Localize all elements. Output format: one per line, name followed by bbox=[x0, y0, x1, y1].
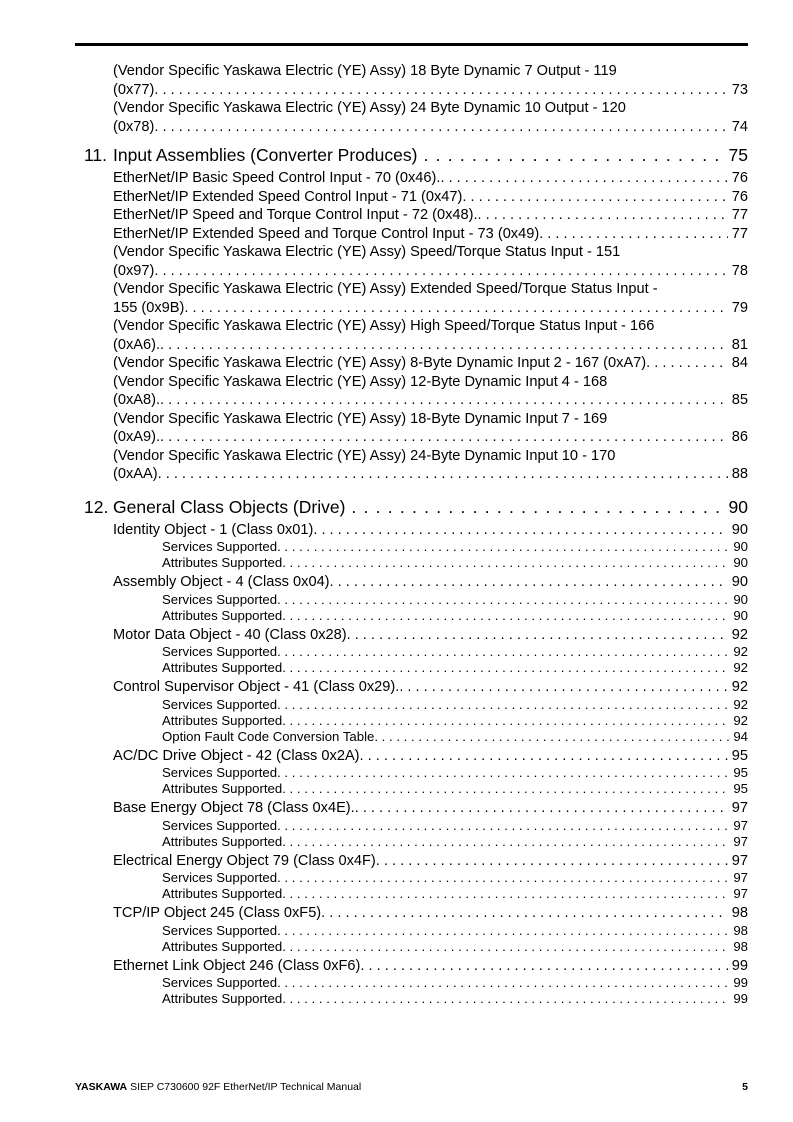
toc-entry-label: EtherNet/IP Extended Speed Control Input - 71 (0x47) bbox=[113, 188, 463, 205]
toc-entry-label: Services Supported bbox=[162, 922, 278, 938]
toc-entry-label: (Vendor Specific Yaskawa Electric (YE) Assy) 12-Byte Dynamic Input 4 - 168 bbox=[113, 373, 608, 390]
toc-subsection[interactable] bbox=[162, 608, 748, 624]
toc-subsection[interactable] bbox=[162, 975, 748, 991]
toc-subsection[interactable] bbox=[162, 834, 748, 850]
toc-entry-page: 77 bbox=[731, 207, 748, 223]
toc-entry-page: 92 bbox=[733, 696, 748, 712]
toc-entry-label: Base Energy Object 78 (Class 0x4E). bbox=[113, 800, 355, 816]
toc-entry-page: 90 bbox=[733, 555, 748, 570]
dot-leader bbox=[160, 336, 728, 355]
toc-entry-label: EtherNet/IP Basic Speed Control Input - 70 (0x46). bbox=[113, 170, 441, 186]
toc-entry[interactable] bbox=[113, 373, 748, 410]
chapter-title: Input Assemblies (Converter Produces) bbox=[113, 145, 418, 165]
dot-leader bbox=[154, 81, 727, 100]
toc-entry-page: 95 bbox=[731, 747, 748, 764]
dot-leader bbox=[345, 497, 724, 518]
toc-entry[interactable] bbox=[113, 447, 748, 484]
toc-entry-page: 76 bbox=[731, 188, 748, 205]
toc-section[interactable] bbox=[113, 799, 748, 818]
dot-leader bbox=[277, 644, 729, 660]
toc-entry-label: Attributes Supported bbox=[162, 886, 283, 901]
toc-section[interactable] bbox=[113, 678, 748, 697]
toc-entry-label: (0xA9). bbox=[113, 429, 161, 445]
toc-subsection[interactable] bbox=[162, 991, 748, 1007]
toc-subsection[interactable] bbox=[162, 939, 748, 955]
chapter-page: 90 bbox=[728, 496, 748, 517]
toc-entry-label: (Vendor Specific Yaskawa Electric (YE) Assy) 18-Byte Dynamic Input 7 - 169 bbox=[113, 410, 608, 427]
toc-entry-output-120[interactable] bbox=[113, 99, 748, 136]
toc-entry-page: 81 bbox=[731, 336, 748, 353]
toc-entry-page: 78 bbox=[731, 262, 748, 279]
dot-leader bbox=[282, 660, 729, 676]
toc-entry-label: EtherNet/IP Speed and Torque Control Input - 72 (0x48). bbox=[113, 207, 478, 223]
toc-entry-page: 90 bbox=[733, 591, 748, 607]
dot-leader bbox=[539, 225, 728, 244]
toc-entry[interactable] bbox=[113, 206, 748, 225]
toc-entry-page: 77 bbox=[731, 225, 748, 242]
toc-entry-label: Attributes Supported bbox=[162, 555, 283, 570]
page-footer bbox=[75, 1081, 748, 1093]
toc-chapter-12[interactable] bbox=[84, 497, 748, 518]
toc-section[interactable] bbox=[113, 957, 748, 976]
toc-entry-label: Motor Data Object - 40 (Class 0x28) bbox=[113, 626, 347, 643]
toc-entry[interactable] bbox=[113, 169, 748, 188]
dot-leader bbox=[277, 870, 729, 886]
toc-entry-page: 94 bbox=[733, 728, 748, 744]
dot-leader bbox=[282, 939, 729, 955]
chapter-number: 11. bbox=[84, 145, 108, 165]
toc-entry-page: 99 bbox=[733, 991, 748, 1006]
toc-entry-page: 97 bbox=[733, 870, 748, 885]
toc-entry[interactable] bbox=[113, 410, 748, 447]
toc-entry-label: (Vendor Specific Yaskawa Electric (YE) Assy) 18 Byte Dynamic 7 Output - 119 bbox=[113, 63, 617, 79]
toc-entry-page: 97 bbox=[731, 800, 748, 816]
toc-entry-page: 98 bbox=[733, 938, 748, 954]
toc-entry-label: Identity Object - 1 (Class 0x01) bbox=[113, 521, 314, 538]
toc-entry-page: 92 bbox=[733, 712, 748, 728]
toc-entry[interactable] bbox=[113, 188, 748, 207]
toc-entry-page: 99 bbox=[733, 975, 748, 990]
toc-entry-page: 92 bbox=[731, 679, 748, 695]
toc-entry-label: (Vendor Specific Yaskawa Electric (YE) Assy) 8-Byte Dynamic Input 2 - 167 (0xA7) bbox=[113, 355, 647, 371]
dot-leader bbox=[282, 713, 729, 729]
toc-entry-page: 79 bbox=[731, 299, 748, 316]
toc-entry-label: (0xA6). bbox=[113, 336, 161, 353]
toc-entry-page: 90 bbox=[733, 539, 748, 554]
toc-subsection[interactable] bbox=[162, 555, 748, 571]
toc-entry-page: 85 bbox=[731, 392, 748, 408]
toc-entry-label: Services Supported bbox=[162, 975, 278, 990]
toc-entry-page: 73 bbox=[731, 81, 748, 98]
toc-entry-label: Attributes Supported bbox=[162, 660, 283, 675]
toc-entry-label: Services Supported bbox=[162, 539, 278, 554]
dot-leader bbox=[282, 834, 729, 850]
dot-leader bbox=[478, 206, 728, 225]
toc-subsection[interactable] bbox=[162, 765, 748, 781]
toc-entry-label: Services Supported bbox=[162, 765, 278, 780]
toc-entry[interactable] bbox=[113, 354, 748, 373]
toc-section[interactable] bbox=[113, 626, 748, 645]
dot-leader bbox=[282, 991, 729, 1007]
dot-leader bbox=[321, 904, 728, 923]
toc-entry-label-cont: (0x77) bbox=[113, 81, 155, 98]
toc-section[interactable] bbox=[113, 573, 748, 592]
toc-subsection[interactable] bbox=[162, 660, 748, 676]
dot-leader bbox=[440, 169, 727, 188]
toc-entry-page: 90 bbox=[731, 574, 748, 590]
toc-entry-label: Services Supported bbox=[162, 644, 278, 659]
dot-leader bbox=[360, 747, 728, 766]
dot-leader bbox=[277, 765, 729, 781]
toc-subsection[interactable] bbox=[162, 818, 748, 834]
toc-entry-page: 88 bbox=[731, 466, 748, 482]
toc-entry-page: 97 bbox=[733, 833, 748, 849]
toc-subsection[interactable] bbox=[162, 923, 748, 939]
toc-entry-label: Services Supported bbox=[162, 696, 278, 712]
toc-subsection[interactable] bbox=[162, 539, 748, 555]
dot-leader bbox=[646, 354, 728, 373]
table-of-contents bbox=[0, 62, 793, 1007]
toc-entry-page: 97 bbox=[731, 852, 748, 869]
toc-entry-page: 99 bbox=[731, 957, 748, 974]
toc-entry-page: 95 bbox=[733, 765, 748, 780]
dot-leader bbox=[282, 608, 729, 624]
toc-entry-label: Option Fault Code Conversion Table bbox=[162, 728, 375, 744]
footer-manual-title bbox=[75, 1081, 361, 1093]
toc-section[interactable] bbox=[113, 852, 748, 871]
toc-entry-label: Ethernet Link Object 246 (Class 0xF6) bbox=[113, 957, 361, 974]
toc-section[interactable] bbox=[113, 747, 748, 766]
dot-leader bbox=[277, 975, 729, 991]
toc-subsection[interactable] bbox=[162, 781, 748, 797]
toc-entry-label: Attributes Supported bbox=[162, 991, 283, 1006]
toc-subsection[interactable] bbox=[162, 697, 748, 713]
toc-entry-label: (0xAA) bbox=[113, 466, 158, 482]
toc-subsection[interactable] bbox=[162, 713, 748, 729]
toc-entry-label: EtherNet/IP Extended Speed and Torque Control Input - 73 (0x49) bbox=[113, 225, 540, 242]
toc-entry-label: Electrical Energy Object 79 (Class 0x4F) bbox=[113, 852, 376, 869]
dot-leader bbox=[376, 852, 728, 871]
toc-entry-label: Attributes Supported bbox=[162, 607, 283, 623]
toc-subsection[interactable] bbox=[162, 592, 748, 608]
toc-entry-label: AC/DC Drive Object - 42 (Class 0x2A) bbox=[113, 747, 360, 764]
toc-subsection[interactable] bbox=[162, 644, 748, 660]
toc-entry-label: Services Supported bbox=[162, 817, 278, 833]
footer-page-number: 5 bbox=[742, 1081, 748, 1093]
toc-entry-label: TCP/IP Object 245 (Class 0xF5) bbox=[113, 905, 322, 921]
toc-section[interactable] bbox=[113, 521, 748, 540]
toc-entry[interactable] bbox=[113, 225, 748, 244]
toc-entry-page: 97 bbox=[733, 817, 748, 833]
toc-entry-label: (0x97) bbox=[113, 262, 155, 279]
dot-leader bbox=[154, 262, 727, 281]
dot-leader bbox=[160, 391, 728, 410]
toc-entry-output-119[interactable] bbox=[113, 62, 748, 99]
dot-leader bbox=[277, 592, 729, 608]
toc-entry-label: Services Supported bbox=[162, 870, 278, 885]
toc-entry-page: 98 bbox=[733, 922, 748, 938]
toc-entry-label: (Vendor Specific Yaskawa Electric (YE) Assy) 24 Byte Dynamic 10 Output - 120 bbox=[113, 100, 626, 116]
toc-entry-label: Attributes Supported bbox=[162, 712, 283, 728]
toc-entry-page: 92 bbox=[733, 644, 748, 659]
dot-leader bbox=[282, 886, 729, 902]
header-rule bbox=[75, 43, 748, 46]
dot-leader bbox=[282, 781, 729, 797]
toc-entry-label: (Vendor Specific Yaskawa Electric (YE) Assy) High Speed/Torque Status Input - 166 bbox=[113, 318, 655, 334]
toc-entry-page: 90 bbox=[733, 607, 748, 623]
toc-entry-label: Services Supported bbox=[162, 591, 278, 607]
toc-entry-label: Attributes Supported bbox=[162, 781, 283, 796]
toc-entry-page: 86 bbox=[731, 429, 748, 445]
dot-leader bbox=[374, 729, 729, 745]
dot-leader bbox=[313, 521, 727, 540]
toc-entry-page: 74 bbox=[731, 118, 748, 135]
toc-entry[interactable] bbox=[113, 317, 748, 354]
toc-entry-page: 98 bbox=[731, 905, 748, 921]
toc-entry-label: Attributes Supported bbox=[162, 938, 283, 954]
toc-entry-page: 92 bbox=[731, 626, 748, 643]
dot-leader bbox=[417, 145, 724, 166]
dot-leader bbox=[360, 957, 727, 976]
toc-entry-page: 76 bbox=[731, 170, 748, 186]
toc-entry-label: Attributes Supported bbox=[162, 833, 283, 849]
toc-entry[interactable] bbox=[113, 243, 748, 280]
toc-entry-label: (0xA8). bbox=[113, 392, 161, 408]
dot-leader bbox=[347, 626, 728, 645]
toc-chapter-11[interactable] bbox=[84, 145, 748, 166]
toc-section[interactable] bbox=[113, 904, 748, 923]
toc-entry-label: Control Supervisor Object - 41 (Class 0x29). bbox=[113, 679, 400, 695]
dot-leader bbox=[154, 118, 727, 137]
dot-leader bbox=[282, 555, 729, 571]
toc-entry-label: 155 (0x9B) bbox=[113, 299, 185, 316]
chapter-number: 12. bbox=[84, 496, 109, 517]
dot-leader bbox=[330, 573, 728, 592]
dot-leader bbox=[355, 799, 728, 818]
toc-subsection[interactable] bbox=[162, 870, 748, 886]
footer-brand: YASKAWA bbox=[75, 1081, 128, 1093]
chapter-title: General Class Objects (Drive) bbox=[113, 496, 346, 517]
dot-leader bbox=[277, 539, 729, 555]
toc-entry-label: (Vendor Specific Yaskawa Electric (YE) Assy) 24-Byte Dynamic Input 10 - 170 bbox=[113, 447, 616, 464]
dot-leader bbox=[277, 697, 729, 713]
toc-entry-page: 90 bbox=[731, 521, 748, 538]
dot-leader bbox=[462, 188, 727, 207]
toc-entry-page: 95 bbox=[733, 781, 748, 796]
toc-entry-page: 84 bbox=[731, 355, 748, 371]
toc-entry[interactable] bbox=[113, 280, 748, 317]
toc-subsection[interactable] bbox=[162, 886, 748, 902]
dot-leader bbox=[184, 299, 727, 318]
toc-entry-label: (Vendor Specific Yaskawa Electric (YE) Assy) Extended Speed/Torque Status Input - bbox=[113, 281, 658, 297]
toc-subsection[interactable] bbox=[162, 729, 748, 745]
dot-leader bbox=[160, 428, 728, 447]
dot-leader bbox=[277, 818, 729, 834]
toc-entry-label: (Vendor Specific Yaskawa Electric (YE) Assy) Speed/Torque Status Input - 151 bbox=[113, 244, 621, 260]
toc-entry-page: 92 bbox=[733, 660, 748, 675]
dot-leader bbox=[158, 465, 728, 484]
toc-entry-label: Assembly Object - 4 (Class 0x04) bbox=[113, 574, 330, 590]
toc-entry-label-cont: (0x78) bbox=[113, 118, 155, 135]
dot-leader bbox=[277, 923, 729, 939]
dot-leader bbox=[399, 678, 727, 697]
toc-entry-page: 97 bbox=[733, 886, 748, 901]
chapter-page: 75 bbox=[728, 145, 748, 165]
footer-manual: SIEP C730600 92F EtherNet/IP Technical Manual bbox=[130, 1081, 362, 1093]
